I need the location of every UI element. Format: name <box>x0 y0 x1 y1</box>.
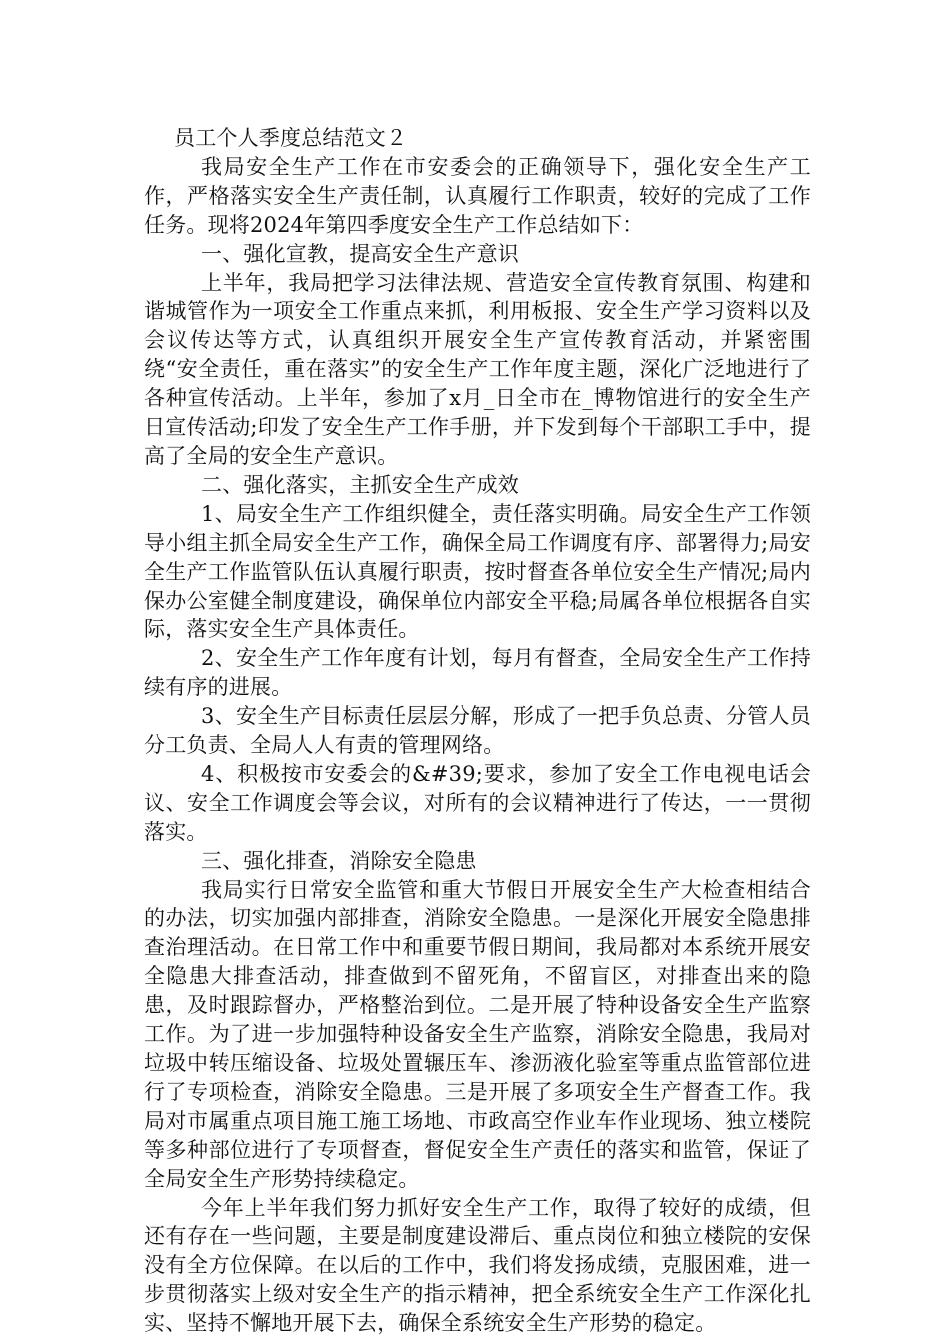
section-heading-1: 一、强化宣教，提高安全生产意识 <box>201 241 519 266</box>
paragraph-item-2: 2、安全生产工作年度有计划，每月有督查，全局安全生产工作持续有序的进展。 <box>144 646 811 700</box>
paragraph-section-3: 我局实行日常安全监管和重大节假日开展安全生产大检查相结合的办法，切实加强内部排查，消除安全隐患。一是深化开展安全隐患排查治理活动。在日常工作中和重要节假日期间，我局都对本系统开展安全隐患大排查活动，排查做到不留死角，不留盲区，对排查出来的隐患，及时跟踪督办，严格整治到位。二是开展了特种设备安全生产监察工作。为了进一步加强特种设备安全生产监察，消除安全隐患，我局对垃圾中转压缩设备、垃圾处置辗压车、渗沥液化验室等重点监管部位进行了专项检查，消除安全隐患。三是开展了多项安全生产督查工作。我局对市属重点项目施工施工场地、市政高空作业车作业现场、独立楼院等多种部位进行了专项督查，督促安全生产责任的落实和监管，保证了全局安全生产形势持续稳定。 <box>144 877 811 1191</box>
section-heading-2: 二、强化落实，主抓安全生产成效 <box>201 472 519 497</box>
paragraph-item-4: 4、积极按市安委会的&#39;要求，参加了安全工作电视电话会议、安全工作调度会等会议，对所有的会议精神进行了传达，一一贯彻落实。 <box>144 761 811 844</box>
document-title: 员工个人季度总结范文２ <box>174 126 408 150</box>
section-heading-3: 三、强化排查，消除安全隐患 <box>201 848 477 873</box>
document-body <box>144 124 811 1338</box>
paragraph-item-3: 3、安全生产目标责任层层分解，形成了一把手负总责、分管人员分工负责、全局人人有责的管理网络。 <box>144 704 811 758</box>
paragraph-item-1: 1、局安全生产工作组织健全，责任落实明确。局安全生产工作领导小组主抓全局安全生产工作，确保全局工作调度有序、部署得力;局安全生产工作监管队伍认真履行职责，按时督查各单位安全生产情况;局内保办公室健全制度建设，确保单位内部安全平稳;局属各单位根据各自实际，落实安全生产具体责任。 <box>144 501 811 642</box>
paragraph-intro: 我局安全生产工作在市安委会的正确领导下，强化安全生产工作，严格落实安全生产责任制，认真履行工作职责，较好的完成了工作任务。现将2024年第四季度安全生产工作总结如下： <box>144 154 811 237</box>
paragraph-conclusion: 今年上半年我们努力抓好安全生产工作，取得了较好的成绩，但还有存在一些问题，主要是制度建设滞后、重点岗位和独立楼院的安保没有全方位保障。在以后的工作中，我们将发扬成绩，克服困难，进一步贯彻落实上级对安全生产的指示精神，把全系统安全生产工作深化扎实、坚持不懈地开展下去，确保全系统安全生产形势的稳定。 <box>144 1195 811 1336</box>
paragraph-section-1: 上半年，我局把学习法律法规、营造安全宣传教育氛围、构建和谐城管作为一项安全工作重点来抓，利用板报、安全生产学习资料以及会议传达等方式，认真组织开展安全生产宣传教育活动，并紧密围绕“安全责任，重在落实”的安全生产工作年度主题，深化广泛地进行了各种宣传活动。上半年，参加了x月_日全市在_博物馆进行的安全生产日宣传活动;印发了安全生产工作手册，并下发到每个干部职工手中，提高了全局的安全生产意识。 <box>144 270 811 468</box>
